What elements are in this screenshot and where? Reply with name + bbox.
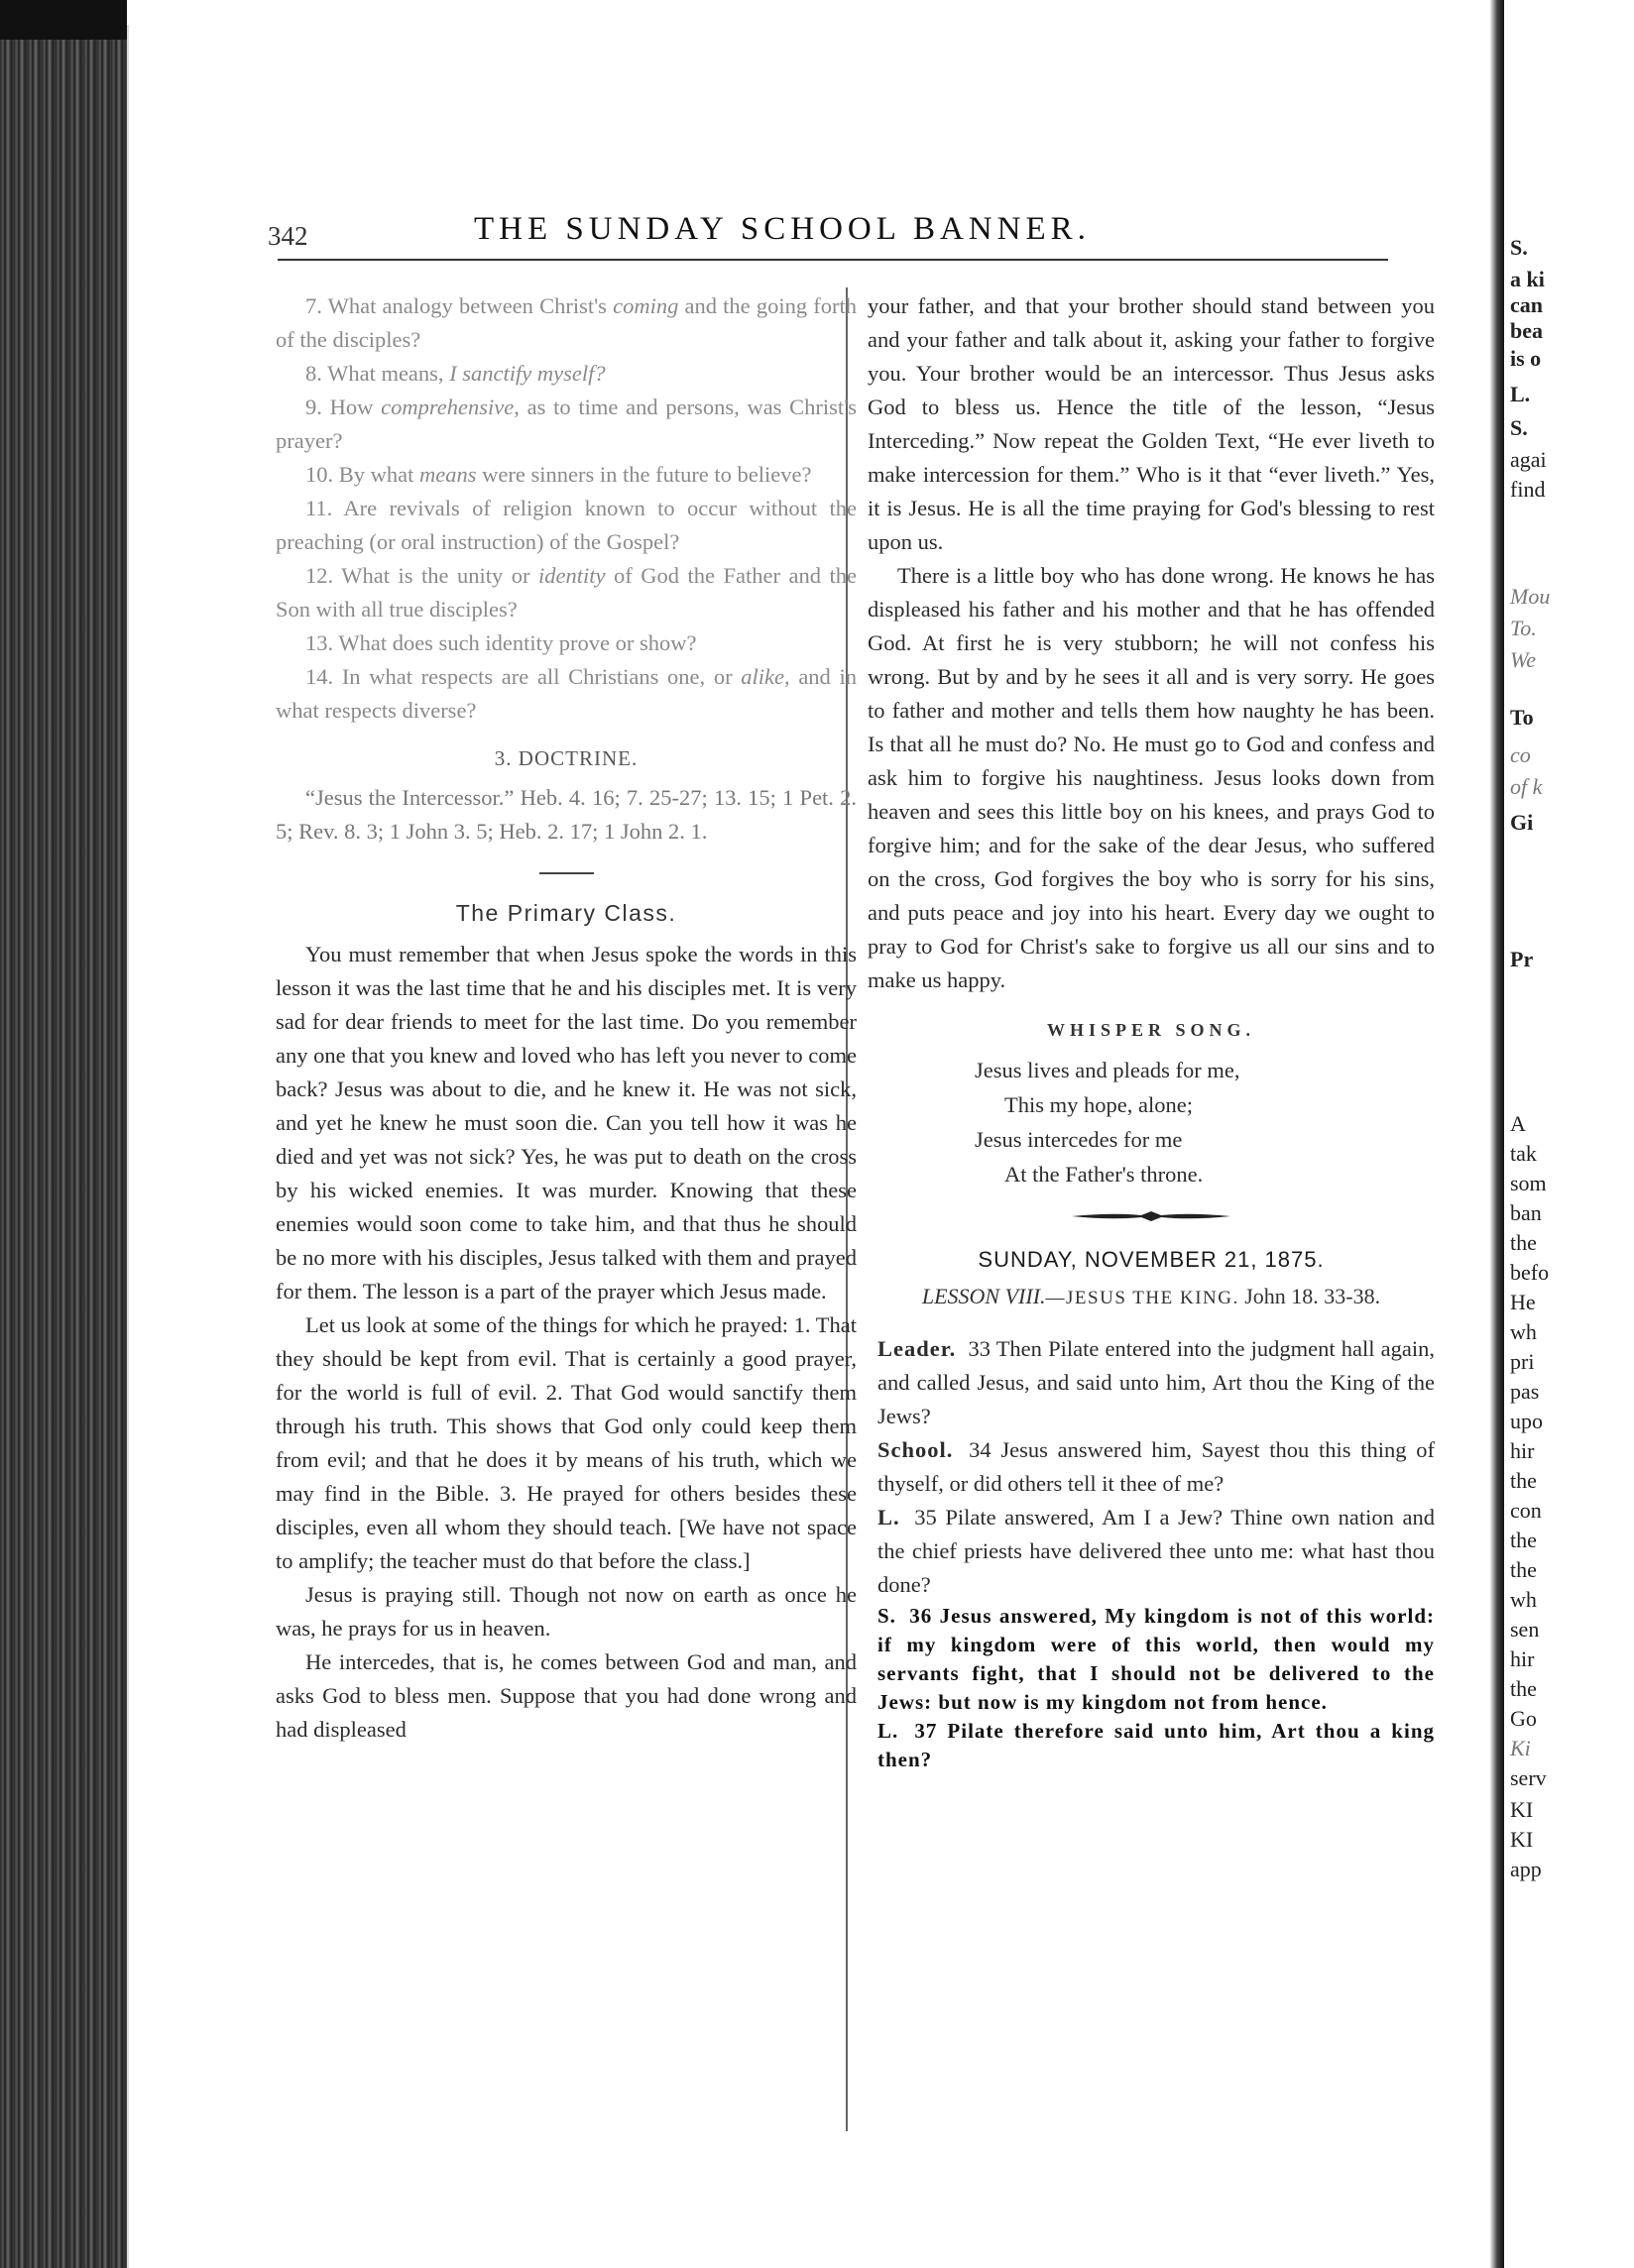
question-text: By what bbox=[338, 462, 419, 487]
adjacent-page-text: S. bbox=[1510, 415, 1528, 440]
page-number: 342 bbox=[268, 221, 308, 251]
reading-verse bbox=[868, 1433, 1435, 1501]
question-text: , and in what respects diverse? bbox=[276, 664, 857, 723]
adjacent-page-text: tak bbox=[1510, 1141, 1537, 1166]
adjacent-page-text: L. bbox=[1510, 382, 1531, 406]
adjacent-page-text: befo bbox=[1510, 1260, 1550, 1285]
song-line: Jesus intercedes for me bbox=[975, 1127, 1183, 1152]
question-item bbox=[276, 391, 857, 458]
left-column bbox=[276, 289, 857, 1747]
lesson-label: LESSON VIII. bbox=[921, 1284, 1046, 1308]
adjacent-page-text: pri bbox=[1510, 1349, 1535, 1374]
adjacent-page-text: the bbox=[1510, 1468, 1537, 1493]
sunday-heading: SUNDAY, NOVEMBER 21, 1875. bbox=[978, 1247, 1325, 1272]
question-item bbox=[276, 559, 857, 626]
question-text: What does such identity prove or show? bbox=[338, 630, 697, 655]
song-line: This my hope, alone; bbox=[1004, 1092, 1193, 1117]
question-emphasis: comprehensive bbox=[381, 395, 515, 419]
speaker-label: School. bbox=[877, 1437, 954, 1462]
adjacent-page-text: the bbox=[1510, 1557, 1537, 1582]
adjacent-page-text: To bbox=[1510, 705, 1534, 730]
page-gutter bbox=[1490, 0, 1504, 2268]
adjacent-page-text: ban bbox=[1510, 1200, 1542, 1225]
verse-text: 37 Pilate therefore said unto him, Art thou a king then? bbox=[877, 1719, 1435, 1771]
doctrine-heading: 3. DOCTRINE. bbox=[494, 746, 639, 770]
question-emphasis: means bbox=[419, 462, 477, 487]
lesson-reference: John 18. 33-38. bbox=[1244, 1284, 1381, 1308]
reading-verse bbox=[868, 1717, 1435, 1774]
adjacent-page-text: the bbox=[1510, 1676, 1537, 1701]
question-item bbox=[276, 289, 857, 357]
question-text: How bbox=[329, 395, 382, 419]
adjacent-page-text: bea bbox=[1510, 318, 1543, 343]
adjacent-page-text: of k bbox=[1510, 774, 1543, 799]
question-item bbox=[276, 660, 857, 728]
adjacent-page-text: KI bbox=[1510, 1797, 1534, 1822]
boy-paragraph: There is a little boy who has done wrong. He knows he has displeased his father and his mother and that he has offended God. At first he is very stubborn; he will not confess his wrong. But by and by he sees it all and is very sorry. He goes to father and mother and tells them how naughty he has been. Is that all he must do? No. He must go to God and confess and ask him to forgive his naughtiness. Jesus looks down from heaven and sees this little boy on his knees, and prays God to forgive him; and for the sake of the dear Jesus, who suffered on the cross, God forgives the boy who is sorry for his sins, and puts peace and joy into his heart. Every day we ought to pray to God for Christ's sake to forgive us all our sins and to make us happy. bbox=[868, 563, 1435, 992]
adjacent-page-text: hir bbox=[1510, 1438, 1535, 1463]
question-text: What means, bbox=[327, 361, 450, 386]
speaker-label: Leader. bbox=[877, 1336, 957, 1361]
adjacent-page-text: serv bbox=[1510, 1765, 1547, 1790]
primary-class-text bbox=[276, 938, 857, 1747]
adjacent-page-text: Mou bbox=[1510, 584, 1551, 609]
adjacent-page-text: a ki bbox=[1510, 267, 1545, 291]
verse-text: 36 Jesus answered, My kingdom is not of this world: if my kingdom were of this world, then would my servants fight, that I should not be delivered to the Jews: but now is my kingdom not from hence. bbox=[877, 1604, 1435, 1714]
question-list bbox=[276, 289, 857, 728]
song-line: Jesus lives and pleads for me, bbox=[975, 1058, 1240, 1082]
adjacent-page-text: KI bbox=[1510, 1827, 1534, 1852]
speaker-label: L. bbox=[877, 1505, 900, 1530]
whisper-song bbox=[975, 1053, 1435, 1191]
whisper-song-title: WHISPER SONG. bbox=[1046, 1020, 1256, 1040]
adjacent-page-text: We bbox=[1510, 647, 1537, 672]
adjacent-page-text: Gi bbox=[1510, 810, 1534, 835]
speaker-label: L. bbox=[877, 1719, 899, 1743]
adjacent-page-text: som bbox=[1510, 1171, 1547, 1195]
adjacent-page-text: Ki bbox=[1510, 1736, 1531, 1760]
reading-verse bbox=[868, 1602, 1435, 1717]
adjacent-page-text: He bbox=[1510, 1290, 1536, 1314]
song-line: At the Father's throne. bbox=[1004, 1162, 1204, 1187]
question-emphasis: I sanctify myself? bbox=[449, 361, 606, 386]
adjacent-page-text: the bbox=[1510, 1528, 1537, 1552]
doctrine-text: “Jesus the Intercessor.” Heb. 4. 16; 7. 25-27; 13. 15; 1 Pet. 2. 5; Rev. 8. 3; 1 John 3. 5; Heb. 2. 17; 1 John 2. 1. bbox=[276, 785, 857, 844]
book-binding-edge bbox=[0, 0, 127, 2268]
adjacent-page-text: app bbox=[1510, 1857, 1542, 1881]
adjacent-page-text: wh bbox=[1510, 1587, 1537, 1612]
verse-text: 35 Pilate answered, Am I a Jew? Thine own nation and the chief priests have delivered thee unto me: what hast thou done? bbox=[877, 1505, 1435, 1597]
question-text: What analogy between Christ's bbox=[327, 293, 614, 318]
reading-verse bbox=[868, 1332, 1435, 1433]
speaker-label: S. bbox=[877, 1604, 896, 1628]
responsive-reading bbox=[868, 1332, 1435, 1774]
primary-paragraph: Let us look at some of the things for which he prayed: 1. That they should be kept from evil. That is certainly a good prayer, for the world is full of evil. 2. That God would sanctify them through his truth. This shows that God only could keep them from evil; and that he does it by means of his truth, which we may find in the Bible. 3. He prayed for others besides these disciples, even all whom they should teach. [We have not space to amplify; the teacher must do that before the class.] bbox=[276, 1312, 857, 1573]
adjacent-page-text: sen bbox=[1510, 1617, 1540, 1642]
question-number: 14. bbox=[305, 664, 342, 689]
adjacent-page-text: hir bbox=[1510, 1646, 1535, 1671]
running-title: THE SUNDAY SCHOOL BANNER. bbox=[474, 211, 1091, 247]
adjacent-page-text: pas bbox=[1510, 1379, 1540, 1404]
question-number: 10. bbox=[305, 462, 339, 487]
adjacent-page-text: To. bbox=[1510, 616, 1537, 640]
question-number: 7. bbox=[305, 293, 328, 318]
question-item bbox=[276, 492, 857, 559]
adjacent-page-text: A bbox=[1510, 1111, 1526, 1136]
question-number: 11. bbox=[305, 496, 344, 520]
reading-verse bbox=[868, 1501, 1435, 1602]
adjacent-page-text: co bbox=[1510, 742, 1531, 767]
adjacent-page-text: find bbox=[1510, 477, 1546, 502]
primary-paragraph: Jesus is praying still. Though not now on earth as once he was, he prays for us in heaven. bbox=[276, 1582, 857, 1641]
adjacent-page-text: agai bbox=[1510, 447, 1547, 472]
adjacent-page-text: upo bbox=[1510, 1409, 1543, 1433]
question-text: In what respects are all Christians one, or bbox=[341, 664, 742, 689]
adjacent-page-text: the bbox=[1510, 1230, 1537, 1255]
question-text: and the going forth of the disciples? bbox=[276, 293, 858, 352]
question-emphasis: alike bbox=[741, 664, 785, 689]
question-number: 8. bbox=[305, 361, 328, 386]
adjacent-page-text: S. bbox=[1510, 235, 1528, 260]
question-text: What is the unity or bbox=[341, 563, 539, 588]
question-text: Are revivals of religion known to occur without the preaching (or oral instruction) of the Gospel? bbox=[276, 496, 857, 554]
ornament-divider-icon bbox=[1072, 1209, 1230, 1223]
header-rule bbox=[278, 259, 1388, 261]
adjacent-page-text: Go bbox=[1510, 1706, 1537, 1731]
lesson-title: —JESUS THE KING. bbox=[1045, 1288, 1239, 1308]
question-emphasis: identity bbox=[538, 563, 606, 588]
primary-paragraph: You must remember that when Jesus spoke the words in this lesson it was the last time that he and his disciples met. It is very sad for dear friends to meet for the last time. Do you remember any one that you knew and loved who has left you never to come back? Jesus was about to die, and he knew it. He was not sick, and yet he knew he must soon die. Can you tell how it was he died and yet was not sick? Yes, he was put to death on the cross by his wicked enemies. It was murder. Knowing that these enemies would soon come to take him, and that thus he should be no more with his disciples, Jesus talked with them and prayed for them. The lesson is a part of the prayer which Jesus made. bbox=[276, 942, 857, 1304]
adjacent-page-text: con bbox=[1510, 1498, 1542, 1523]
question-number: 12. bbox=[305, 563, 342, 588]
continued-paragraph: your father, and that your brother should stand between you and your father and talk about it, asking your father to forgive you. Your brother would be an intercessor. Thus Jesus asks God to bless us. Hence the title of the lesson, “Jesus Interceding.” Now repeat the Golden Text, “He ever liveth to make intercession for them.” Who is it that “ever liveth.” Yes, it is Jesus. He is all the time praying for God's blessing to rest upon us. bbox=[868, 293, 1435, 554]
adjacent-page-text: wh bbox=[1510, 1319, 1537, 1344]
section-divider bbox=[539, 872, 594, 874]
question-text: were sinners in the future to believe? bbox=[476, 462, 812, 487]
question-item bbox=[276, 626, 857, 660]
doctrine-references bbox=[276, 781, 857, 849]
right-column bbox=[868, 289, 1435, 1774]
verse-text: 34 Jesus answered him, Sayest thou this thing of thyself, or did others tell it thee of me? bbox=[877, 1437, 1435, 1496]
question-text: of God the Father and the Son with all true disciples? bbox=[276, 563, 858, 622]
question-number: 13. bbox=[305, 630, 339, 655]
binding-shadow bbox=[0, 0, 127, 40]
adjacent-page-text: Pr bbox=[1510, 947, 1534, 971]
lesson-heading bbox=[868, 1285, 1435, 1310]
adjacent-page-fragment bbox=[1504, 40, 1634, 2268]
primary-paragraph: He intercedes, that is, he comes between God and man, and asks God to bless men. Suppose that you had done wrong and had displeased bbox=[276, 1649, 857, 1742]
page-header bbox=[268, 203, 1388, 263]
question-item bbox=[276, 357, 857, 391]
question-text: , as to time and persons, was Christ's prayer? bbox=[276, 395, 857, 453]
verse-text: 33 Then Pilate entered into the judgment hall again, and called Jesus, and said unto him, Art thou the King of the Jews? bbox=[877, 1336, 1435, 1428]
question-emphasis: coming bbox=[613, 293, 679, 318]
adjacent-page-text: can bbox=[1510, 292, 1543, 317]
primary-class-title: The Primary Class. bbox=[455, 900, 677, 926]
adjacent-page-text: is o bbox=[1510, 346, 1542, 371]
question-number: 9. bbox=[305, 395, 330, 419]
question-item bbox=[276, 458, 857, 492]
